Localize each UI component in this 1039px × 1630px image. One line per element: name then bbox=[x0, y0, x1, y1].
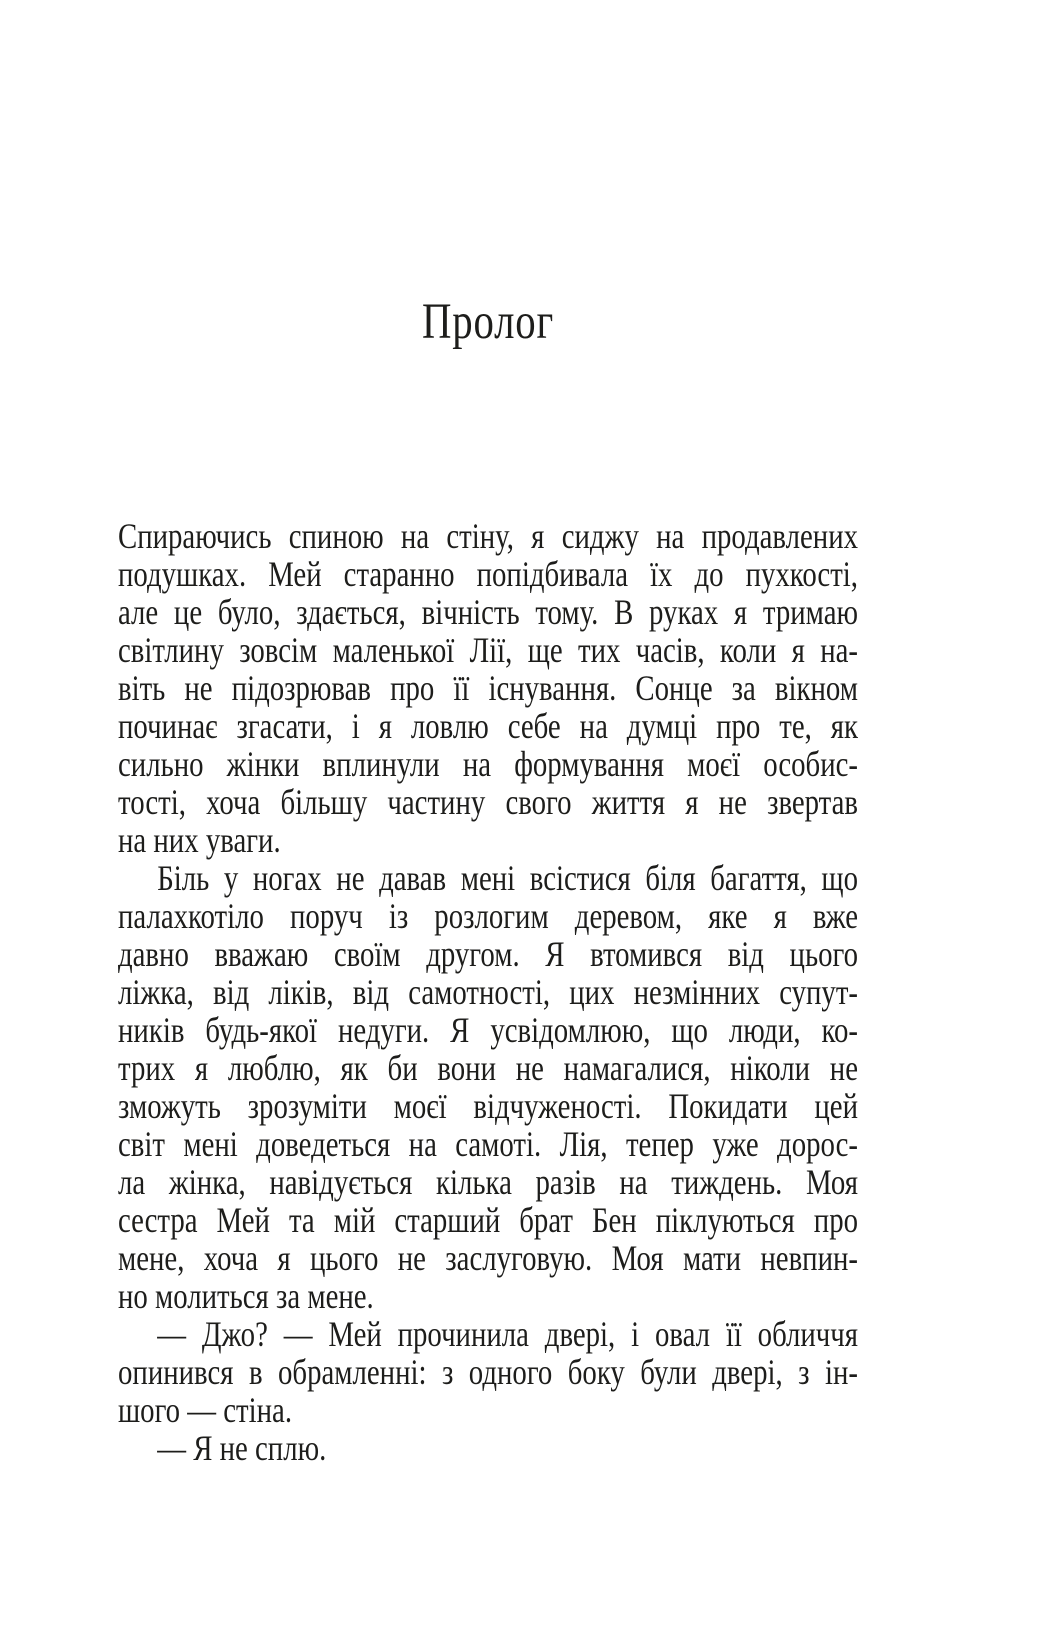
text-line: починає згасати, і я ловлю себе на думці про те, як bbox=[118, 706, 858, 746]
body-text bbox=[118, 517, 858, 1467]
text-line: шого — стіна. bbox=[118, 1390, 293, 1430]
text-line: подушках. Мей старанно попідбивала їх до пухкості, bbox=[118, 554, 858, 594]
text-line: Спираючись спиною на стіну, я сиджу на продавлених bbox=[118, 516, 858, 556]
text-line: світ мені доведеться на самоті. Лія, тепер уже дорос- bbox=[118, 1124, 858, 1164]
text-line: ліжка, від ліків, від самотності, цих незмінних супут- bbox=[118, 972, 858, 1012]
text-line: на них уваги. bbox=[118, 820, 281, 860]
text-column bbox=[118, 0, 858, 1467]
text-line: — Я не сплю. bbox=[157, 1428, 327, 1468]
text-line: но молиться за мене. bbox=[118, 1276, 374, 1316]
text-line: давно вважаю своїм другом. Я втомився від цього bbox=[118, 934, 858, 974]
paragraph bbox=[118, 859, 858, 1315]
text-line: світлину зовсім маленької Лії, ще тих часів, коли я на- bbox=[118, 630, 858, 670]
text-line: ників будь-якої недуги. Я усвідомлюю, що люди, ко- bbox=[118, 1010, 858, 1050]
text-line: ла жінка, навідується кілька разів на тиждень. Моя bbox=[118, 1162, 858, 1202]
text-line: сильно жінки вплинули на формування моєї особис- bbox=[118, 744, 858, 784]
text-line: сестра Мей та мій старший брат Бен піклуються про bbox=[118, 1200, 858, 1240]
text-line: — Джо? — Мей прочинила двері, і овал її обличчя bbox=[157, 1314, 858, 1354]
text-line: опинився в обрамленні: з одного боку були двері, з ін- bbox=[118, 1352, 858, 1392]
paragraph bbox=[118, 517, 858, 859]
text-line: трих я люблю, як би вони не намагалися, ніколи не bbox=[118, 1048, 858, 1088]
text-line: Біль у ногах не давав мені всістися біля багаття, що bbox=[157, 858, 858, 898]
text-line: віть не підозрював про її існування. Сонце за вікном bbox=[118, 668, 858, 708]
paragraph bbox=[118, 1315, 858, 1429]
text-line: зможуть зрозуміти моєї відчуженості. Покидати цей bbox=[118, 1086, 858, 1126]
text-line: але це було, здається, вічність тому. В руках я тримаю bbox=[118, 592, 858, 632]
chapter-title: Пролог bbox=[421, 294, 555, 350]
text-line: мене, хоча я цього не заслуговую. Моя мати невпин- bbox=[118, 1238, 858, 1278]
text-line: палахкотіло поруч із розлогим деревом, яке я вже bbox=[118, 896, 858, 936]
paragraph bbox=[118, 1429, 858, 1467]
text-line: тості, хоча більшу частину свого життя я не звертав bbox=[118, 782, 858, 822]
